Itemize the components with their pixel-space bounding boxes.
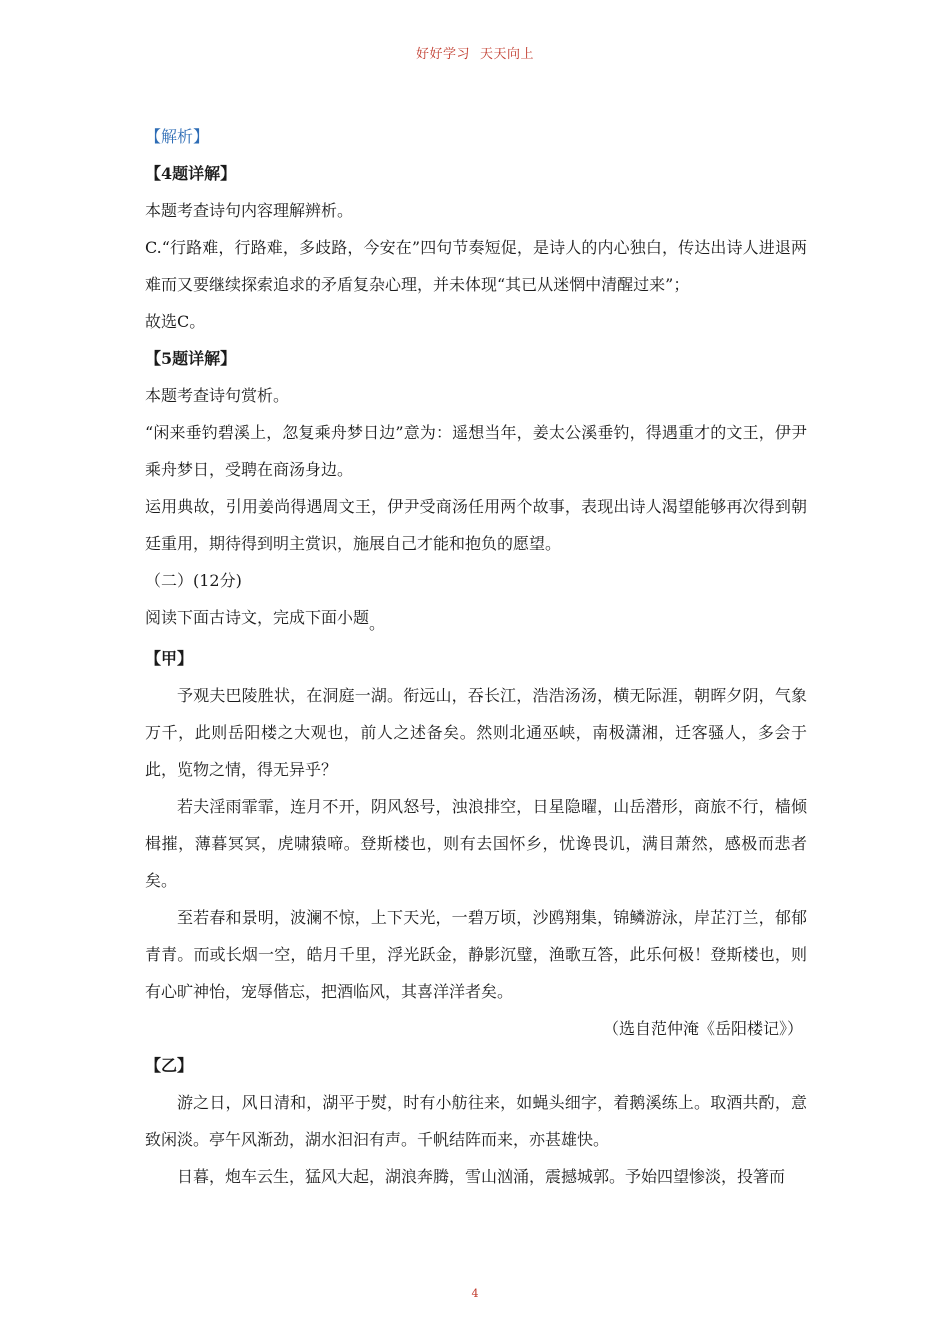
jia-paragraph: 若夫淫雨霏霏，连月不开，阴风怒号，浊浪排空，日星隐曜，山岳潜形，商旅不行，樯倾楫摧，薄暮冥冥，虎啸猿啼。登斯楼也，则有去国怀乡，忧谗畏讥，满目萧然，感极而悲者矣。 [145,797,807,890]
q4-line: 故选C。 [145,312,206,331]
instruction-mark: 。 [369,614,386,633]
page-number: 4 [471,1287,479,1300]
q4-line: 本题考查诗句内容理解辨析。 [145,201,354,220]
jia-paragraph: 至若春和景明，波澜不惊，上下天光，一碧万顷，沙鸥翔集，锦鳞游泳，岸芷汀兰，郁郁青青。而或长烟一空，皓月千里，浮光跃金，静影沉璧，渔歌互答，此乐何极！登斯楼也，则有心旷神怡，宠辱偕忘，把酒临风，其喜洋洋者矣。 [145,908,807,1001]
yi-paragraph: 日暮，炮车云生，猛风大起，湖浪奔腾，雪山汹涌，震撼城郭。予始四望惨淡，投箸而 [177,1167,786,1186]
q5-line: 本题考查诗句赏析。 [145,386,290,405]
document-body [145,118,807,1195]
jia-label: 【甲】 [145,649,194,668]
yi-label: 【乙】 [145,1056,194,1075]
section2-title: （二）(12分) [145,571,242,590]
page-header [0,43,950,62]
analysis-label: 【解析】 [145,127,210,146]
jia-paragraph: 予观夫巴陵胜状，在洞庭一湖。衔远山，吞长江，浩浩汤汤，横无际涯，朝晖夕阴，气象万千，此则岳阳楼之大观也，前人之述备矣。然则北通巫峡，南极潇湘，迁客骚人，多会于此，览物之情，得无异乎？ [145,686,807,779]
section2-instruction [145,599,807,636]
header-right-text: 天天向上 [480,47,535,62]
yi-paragraph: 游之日，风日清和，湖平于熨，时有小舫往来，如蝇头细字，着鹅溪练上。取酒共酌，意致闲淡。亭午风渐劲，湖水汩汩有声。千帆结阵而来，亦甚雄快。 [145,1093,807,1149]
header-left-text: 好好学习 [415,47,470,62]
q5-line: 运用典故，引用姜尚得遇周文王，伊尹受商汤任用两个故事，表现出诗人渴望能够再次得到朝廷重用，期待得到明主赏识，施展自己才能和抱负的愿望。 [145,497,807,553]
q4-title: 【4题详解】 [145,164,237,183]
q5-title: 【5题详解】 [145,349,237,368]
instruction-text: 阅读下面古诗文，完成下面小题 [145,608,370,627]
jia-source: （选自范仲淹《岳阳楼记》） [602,1019,803,1038]
q4-line: C.“行路难，行路难，多歧路，今安在”四句节奏短促，是诗人的内心独白，传达出诗人进退两难而又要继续探索追求的矛盾复杂心理，并未体现“其已从迷惘中清醒过来”； [145,238,807,294]
q5-line: “闲来垂钓碧溪上，忽复乘舟梦日边”意为：遥想当年，姜太公溪垂钓，得遇重才的文王，伊尹乘舟梦日，受聘在商汤身边。 [145,423,807,479]
